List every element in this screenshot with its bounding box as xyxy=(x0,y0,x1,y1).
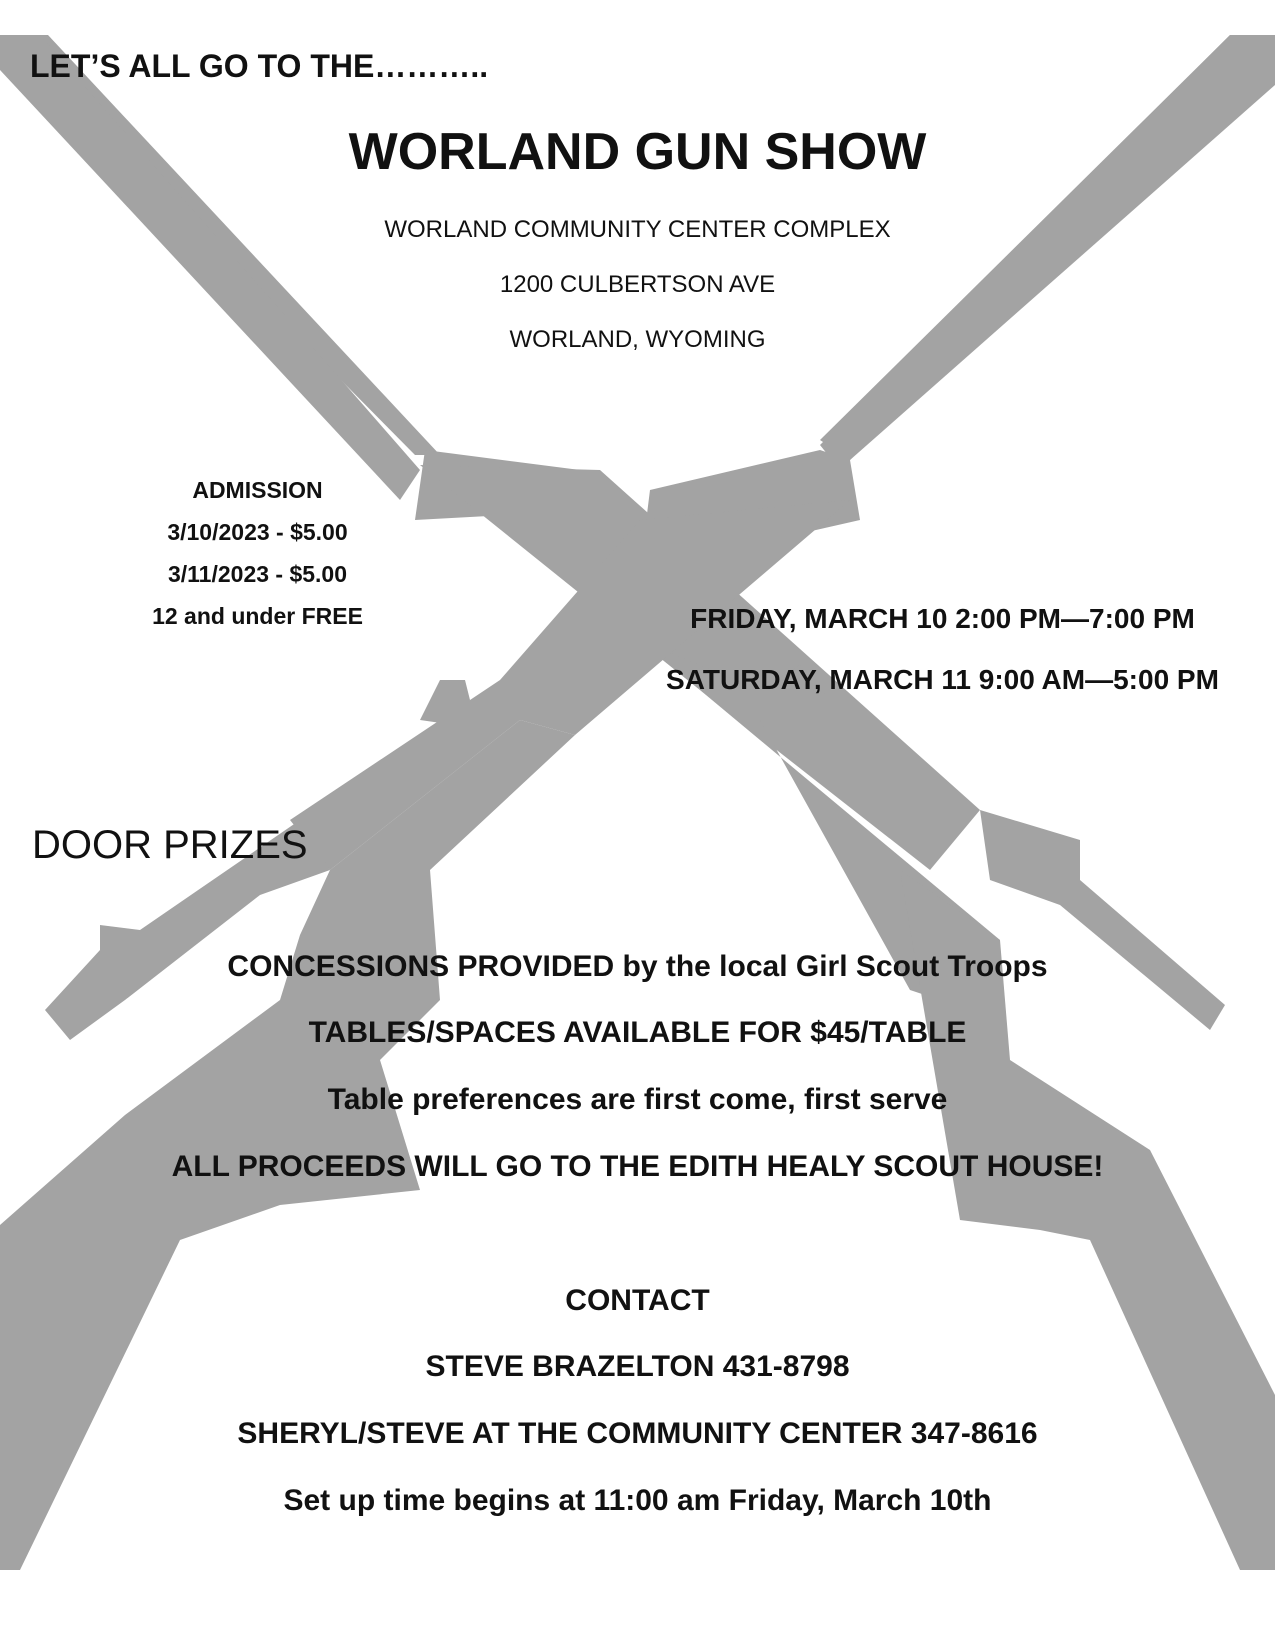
tables-pricing: TABLES/SPACES AVAILABLE FOR $45/TABLE xyxy=(308,1016,967,1049)
rifle-left-to-right xyxy=(0,35,1275,1570)
intro-heading: LET’S ALL GO TO THE……….. xyxy=(30,48,489,84)
contact-line: SHERYL/STEVE AT THE COMMUNITY CENTER 347-8616 xyxy=(237,1417,1038,1450)
venue-city: WORLAND, WYOMING xyxy=(509,326,766,353)
admission-line: 3/11/2023 - $5.00 xyxy=(167,561,348,587)
venue-name: WORLAND COMMUNITY CENTER COMPLEX xyxy=(384,216,891,243)
door-prizes-heading: DOOR PRIZES xyxy=(32,823,308,867)
setup-time-note: Set up time begins at 11:00 am Friday, March 10th xyxy=(283,1484,992,1517)
contact-line: STEVE BRAZELTON 431-8798 xyxy=(425,1350,850,1383)
hours-friday: FRIDAY, MARCH 10 2:00 PM—7:00 PM xyxy=(690,603,1195,634)
admission-line: 12 and under FREE xyxy=(152,603,363,629)
proceeds-note: ALL PROCEEDS WILL GO TO THE EDITH HEALY SCOUT HOUSE! xyxy=(171,1150,1104,1183)
admission-line: 3/10/2023 - $5.00 xyxy=(167,519,348,545)
event-title: WORLAND GUN SHOW xyxy=(348,123,927,181)
hours-saturday: SATURDAY, MARCH 11 9:00 AM—5:00 PM xyxy=(666,664,1219,695)
admission-heading: ADMISSION xyxy=(192,477,323,503)
concessions-note: CONCESSIONS PROVIDED by the local Girl Scout Troops xyxy=(227,950,1048,983)
contact-heading: CONTACT xyxy=(565,1284,710,1317)
table-preferences-note: Table preferences are first come, first serve xyxy=(327,1083,948,1116)
venue-street: 1200 CULBERTSON AVE xyxy=(499,271,776,298)
